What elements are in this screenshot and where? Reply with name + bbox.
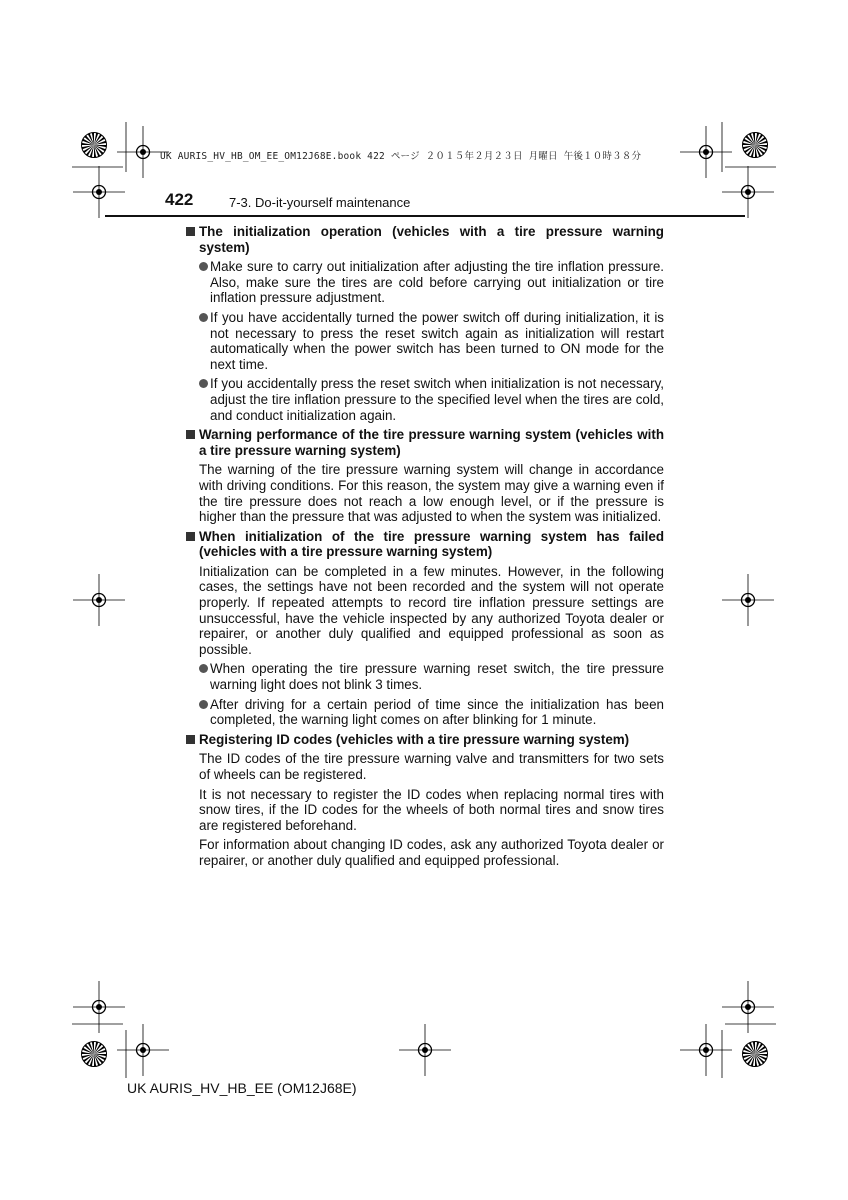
section-heading — [186, 732, 664, 748]
section-heading — [186, 427, 664, 458]
section-heading-text: The initialization operation (vehicles with a tire pressure warning system) — [199, 224, 664, 255]
registration-crosshair-icon — [73, 574, 125, 626]
bullet-text: If you have accidentally turned the power switch off during initialization, it is not necessary to press the reset switch again as initialization will restart automatically when the power switch has been turned to ON mode for the next time. — [210, 309, 664, 372]
registration-crosshair-icon — [680, 1024, 732, 1076]
main-content — [186, 224, 664, 873]
square-bullet-icon — [186, 735, 195, 744]
circle-bullet-icon — [199, 379, 208, 388]
section — [186, 224, 664, 423]
bullet-text: Make sure to carry out initialization after adjusting the tire inflation pressure. Also, make sure the tires are cold before carrying out initialization or tire inflation pressure adjustment. — [210, 259, 664, 306]
bullet-item — [186, 259, 664, 306]
section-heading — [186, 529, 664, 560]
paragraph: The warning of the tire pressure warning system will change in accordance with driving conditions. For this reason, the system may give a warning even if the tire pressure does not reach a low enough level, or if the pressure is higher than the pressure that was adjusted to when the system was initialized. — [199, 462, 664, 525]
trim-line — [71, 1023, 124, 1025]
trim-line — [724, 166, 777, 168]
registration-crosshair-icon — [73, 166, 125, 218]
section — [186, 529, 664, 728]
section — [186, 427, 664, 525]
registration-crosshair-icon — [722, 574, 774, 626]
section — [186, 732, 664, 869]
chapter-title: 7-3. Do-it-yourself maintenance — [229, 195, 411, 210]
registration-rosette-icon — [741, 1040, 769, 1068]
registration-crosshair-icon — [399, 1024, 451, 1076]
print-file-header: UK AURIS_HV_HB_OM_EE_OM12J68E.book 422 ページ ２０１５年２月２３日 月曜日 午後１０時３８分 — [160, 151, 642, 162]
square-bullet-icon — [186, 227, 195, 236]
paragraph: For information about changing ID codes, ask any authorized Toyota dealer or repairer, or another duly qualified and equipped professional. — [199, 837, 664, 868]
registration-rosette-icon — [741, 131, 769, 159]
square-bullet-icon — [186, 430, 195, 439]
registration-rosette-icon — [80, 131, 108, 159]
header-rule — [105, 215, 745, 217]
circle-bullet-icon — [199, 262, 208, 271]
bullet-text: If you accidentally press the reset switch when initialization is not necessary, adjust the tire inflation pressure to the specified level when the tires are cold, and conduct initialization again. — [210, 376, 664, 423]
page-header — [165, 190, 745, 216]
bullet-item — [186, 697, 664, 728]
trim-line — [125, 1029, 127, 1079]
bullet-item — [186, 376, 664, 423]
trim-line — [724, 1023, 777, 1025]
trim-line — [721, 1029, 723, 1079]
page-number: 422 — [165, 190, 194, 209]
bullet-item — [186, 310, 664, 372]
section-heading-text: When initialization of the tire pressure warning system has failed (vehicles with a tire pressure warning system) — [199, 528, 664, 560]
paragraph: It is not necessary to register the ID codes when replacing normal tires with snow tires, if the ID codes for the wheels of both normal tires and snow tires are registered beforehand. — [199, 786, 664, 833]
trim-line — [125, 121, 127, 173]
section-heading — [186, 224, 664, 255]
trim-line — [721, 121, 723, 173]
page-footer: UK AURIS_HV_HB_EE (OM12J68E) — [127, 1080, 357, 1096]
circle-bullet-icon — [199, 700, 208, 709]
trim-line — [71, 166, 124, 168]
bullet-item — [186, 661, 664, 692]
circle-bullet-icon — [199, 313, 208, 322]
section-heading-text: Registering ID codes (vehicles with a tire pressure warning system) — [199, 731, 630, 747]
square-bullet-icon — [186, 532, 195, 541]
section-heading-text: Warning performance of the tire pressure warning system (vehicles with a tire pressure warning system) — [199, 427, 664, 458]
paragraph: Initialization can be completed in a few minutes. However, in the following cases, the settings have not been recorded and the system will not operate properly. If repeated attempts to record tire inflation pressure settings are unsuccessful, have the vehicle inspected by any authorized Toyota dealer or repairer, or another duly qualified and equipped professional as soon as possible. — [199, 563, 664, 657]
bullet-text: When operating the tire pressure warning reset switch, the tire pressure warning light does not blink 3 times. — [210, 661, 664, 693]
bullet-text: After driving for a certain period of time since the initialization has been completed, the warning light comes on after blinking for 1 minute. — [210, 696, 664, 728]
paragraph: The ID codes of the tire pressure warning valve and transmitters for two sets of wheels can be registered. — [199, 751, 664, 782]
registration-rosette-icon — [80, 1040, 108, 1068]
circle-bullet-icon — [199, 664, 208, 673]
